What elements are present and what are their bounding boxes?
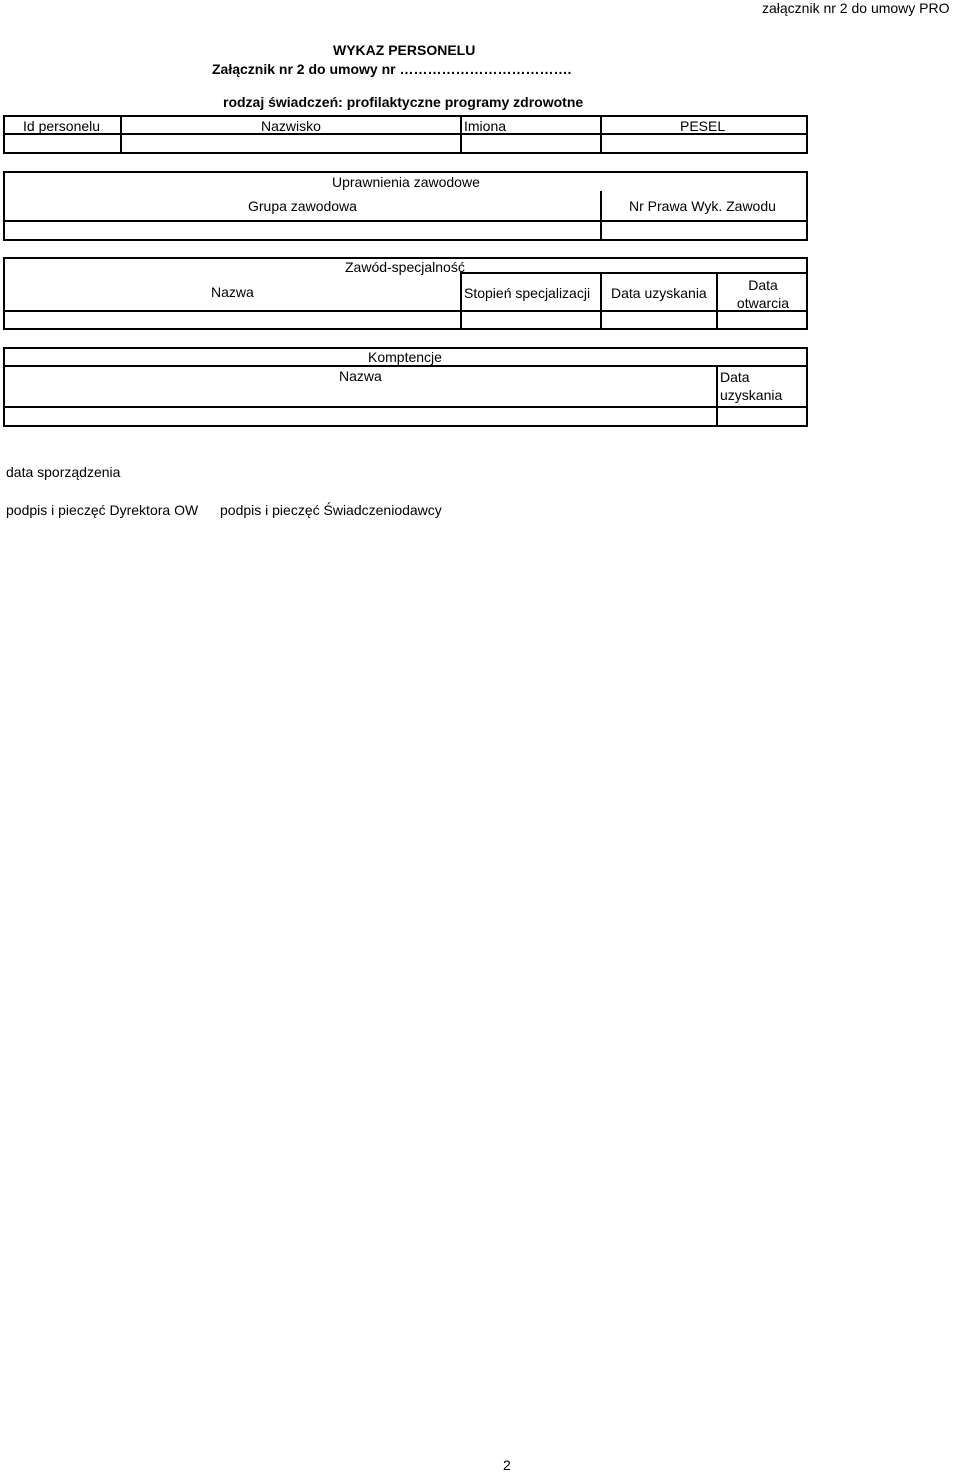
cell-kompetencje-nazwa[interactable] [5,408,716,425]
header-nr-prawa-wyk-zawodu: Nr Prawa Wyk. Zawodu [629,198,776,214]
header-kompetencje-nazwa: Nazwa [339,368,382,384]
signature-provider-label: podpis i pieczęć Świadczeniodawcy [220,502,442,518]
header-stopien-specjalizacji: Stopień specjalizacji [464,285,591,301]
header-note: załącznik nr 2 do umowy PRO [762,0,950,16]
header-kompetencje-data-uzyskania: Data uzyskania [720,369,783,403]
document-title: WYKAZ PERSONELU [333,42,476,58]
header-pesel: PESEL [680,118,726,134]
cell-nazwa[interactable] [5,312,460,328]
cell-nr-prawa-wyk-zawodu[interactable] [602,222,806,239]
service-type: rodzaj świadczeń: profilaktyczne programy zdrowotne [223,94,584,110]
competencies-title: Komptencje [368,349,442,365]
cell-stopien-specjalizacji[interactable] [462,312,600,328]
document-subtitle: Załącznik nr 2 do umowy nr ………………………………. [212,61,572,77]
signature-director-label: podpis i pieczęć Dyrektora OW [6,502,199,518]
header-nazwisko: Nazwisko [261,118,321,134]
header-id-personelu: Id personelu [23,118,101,134]
specialty-title: Zawód-specjalność [345,259,465,275]
cell-data-uzyskania[interactable] [602,312,716,328]
cell-grupa-zawodowa[interactable] [5,222,600,239]
cell-imiona[interactable] [462,135,600,152]
header-grupa-zawodowa: Grupa zawodowa [248,198,357,214]
cell-kompetencje-data-uzyskania[interactable] [718,408,806,425]
cell-pesel[interactable] [602,135,806,152]
qualifications-title: Uprawnienia zawodowe [332,174,480,190]
cell-data-otwarcia[interactable] [718,312,806,328]
header-data-uzyskania: Data uzyskania [611,285,707,301]
cell-nazwisko[interactable] [122,135,460,152]
page-number: 2 [503,1457,511,1473]
date-label: data sporządzenia [6,464,121,480]
header-imiona: Imiona [464,118,507,134]
cell-id-personelu[interactable] [5,135,120,152]
header-data-otwarcia: Data otwarcia [736,277,790,311]
header-nazwa: Nazwa [211,284,254,300]
